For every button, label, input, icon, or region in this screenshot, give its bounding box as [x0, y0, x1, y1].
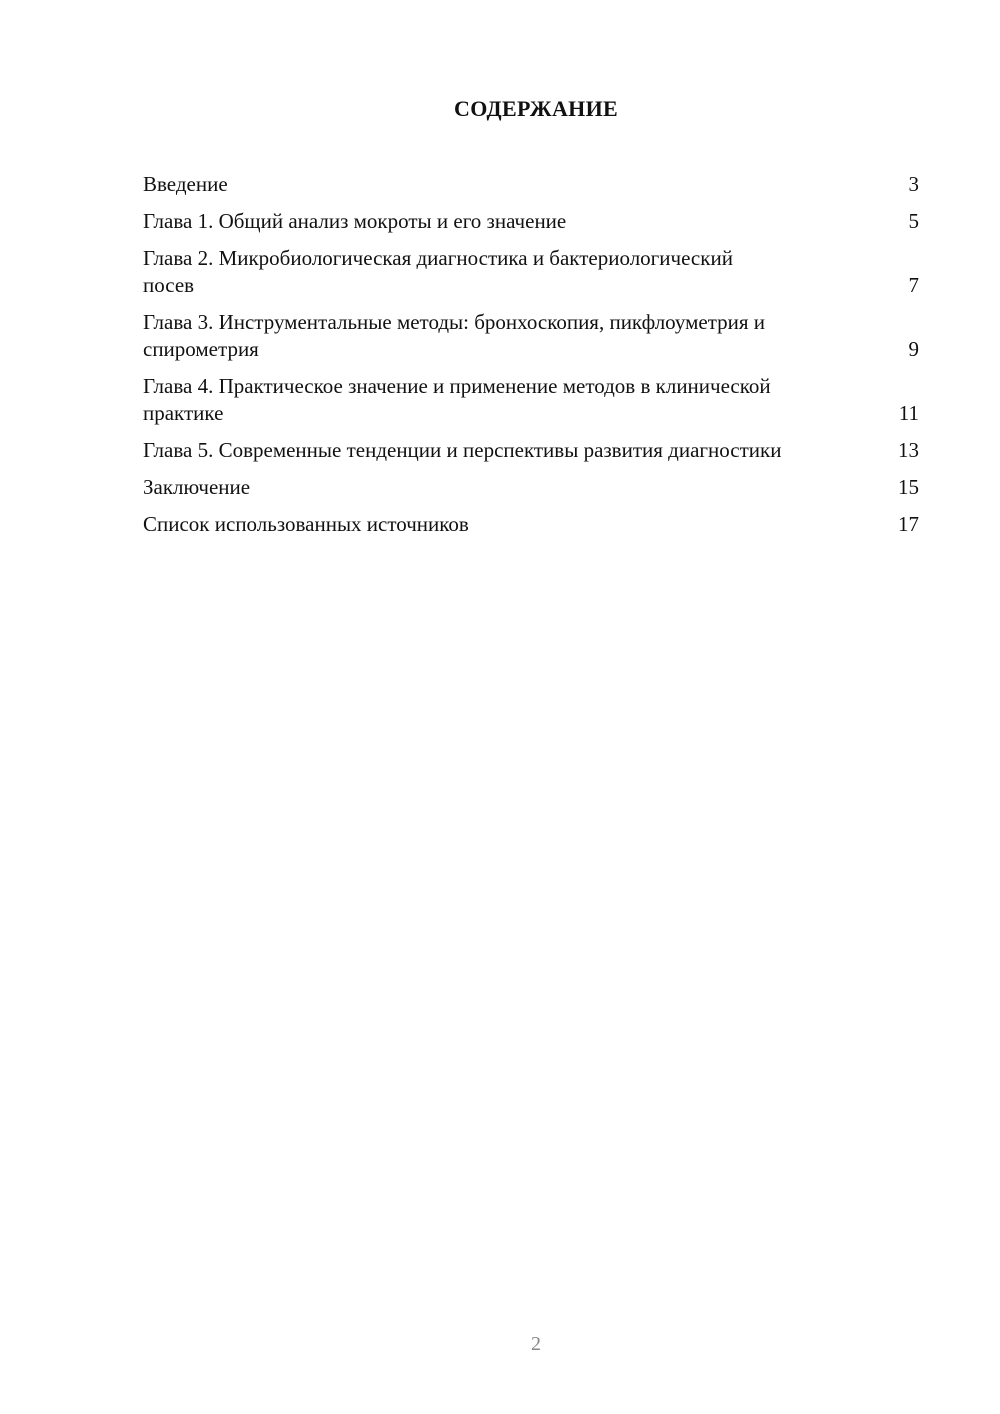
toc-entry-title: Список использованных источников — [143, 512, 469, 536]
toc-entry-chapter-2[interactable] — [143, 245, 919, 299]
toc-entry-title: Глава 4. Практическое значение и применение методов в клинической практике — [143, 374, 771, 425]
toc-entry-chapter-4[interactable] — [143, 373, 919, 427]
table-of-contents — [143, 171, 919, 548]
toc-entry-conclusion[interactable] — [143, 474, 919, 501]
toc-entry-page: 9 — [908, 337, 919, 361]
toc-entry-title: Глава 2. Микробиологическая диагностика и бактериологический посев — [143, 246, 733, 297]
toc-entry-page: 13 — [898, 438, 919, 462]
toc-entry-introduction[interactable] — [143, 171, 919, 198]
toc-entry-page: 7 — [908, 273, 919, 297]
page-number: 2 — [531, 1333, 541, 1355]
toc-entry-page: 17 — [898, 512, 919, 536]
toc-entry-references[interactable] — [143, 511, 919, 538]
toc-entry-title: Введение — [143, 172, 228, 196]
toc-entry-page: 15 — [898, 475, 919, 499]
toc-entry-title: Глава 1. Общий анализ мокроты и его значение — [143, 209, 567, 233]
toc-entry-title: Глава 5. Современные тенденции и перспективы развития диагностики — [143, 438, 782, 462]
toc-entry-chapter-1[interactable] — [143, 208, 919, 235]
toc-entry-chapter-5[interactable] — [143, 437, 919, 464]
toc-entry-title: Заключение — [143, 475, 251, 499]
toc-entry-page: 11 — [898, 401, 919, 425]
toc-entry-page: 3 — [908, 172, 919, 196]
page-title: СОДЕРЖАНИЕ — [454, 96, 618, 121]
toc-entry-chapter-3[interactable] — [143, 309, 919, 363]
toc-entry-page: 5 — [908, 209, 919, 233]
toc-entry-title: Глава 3. Инструментальные методы: бронхоскопия, пикфлоуметрия и спирометрия — [143, 310, 766, 361]
